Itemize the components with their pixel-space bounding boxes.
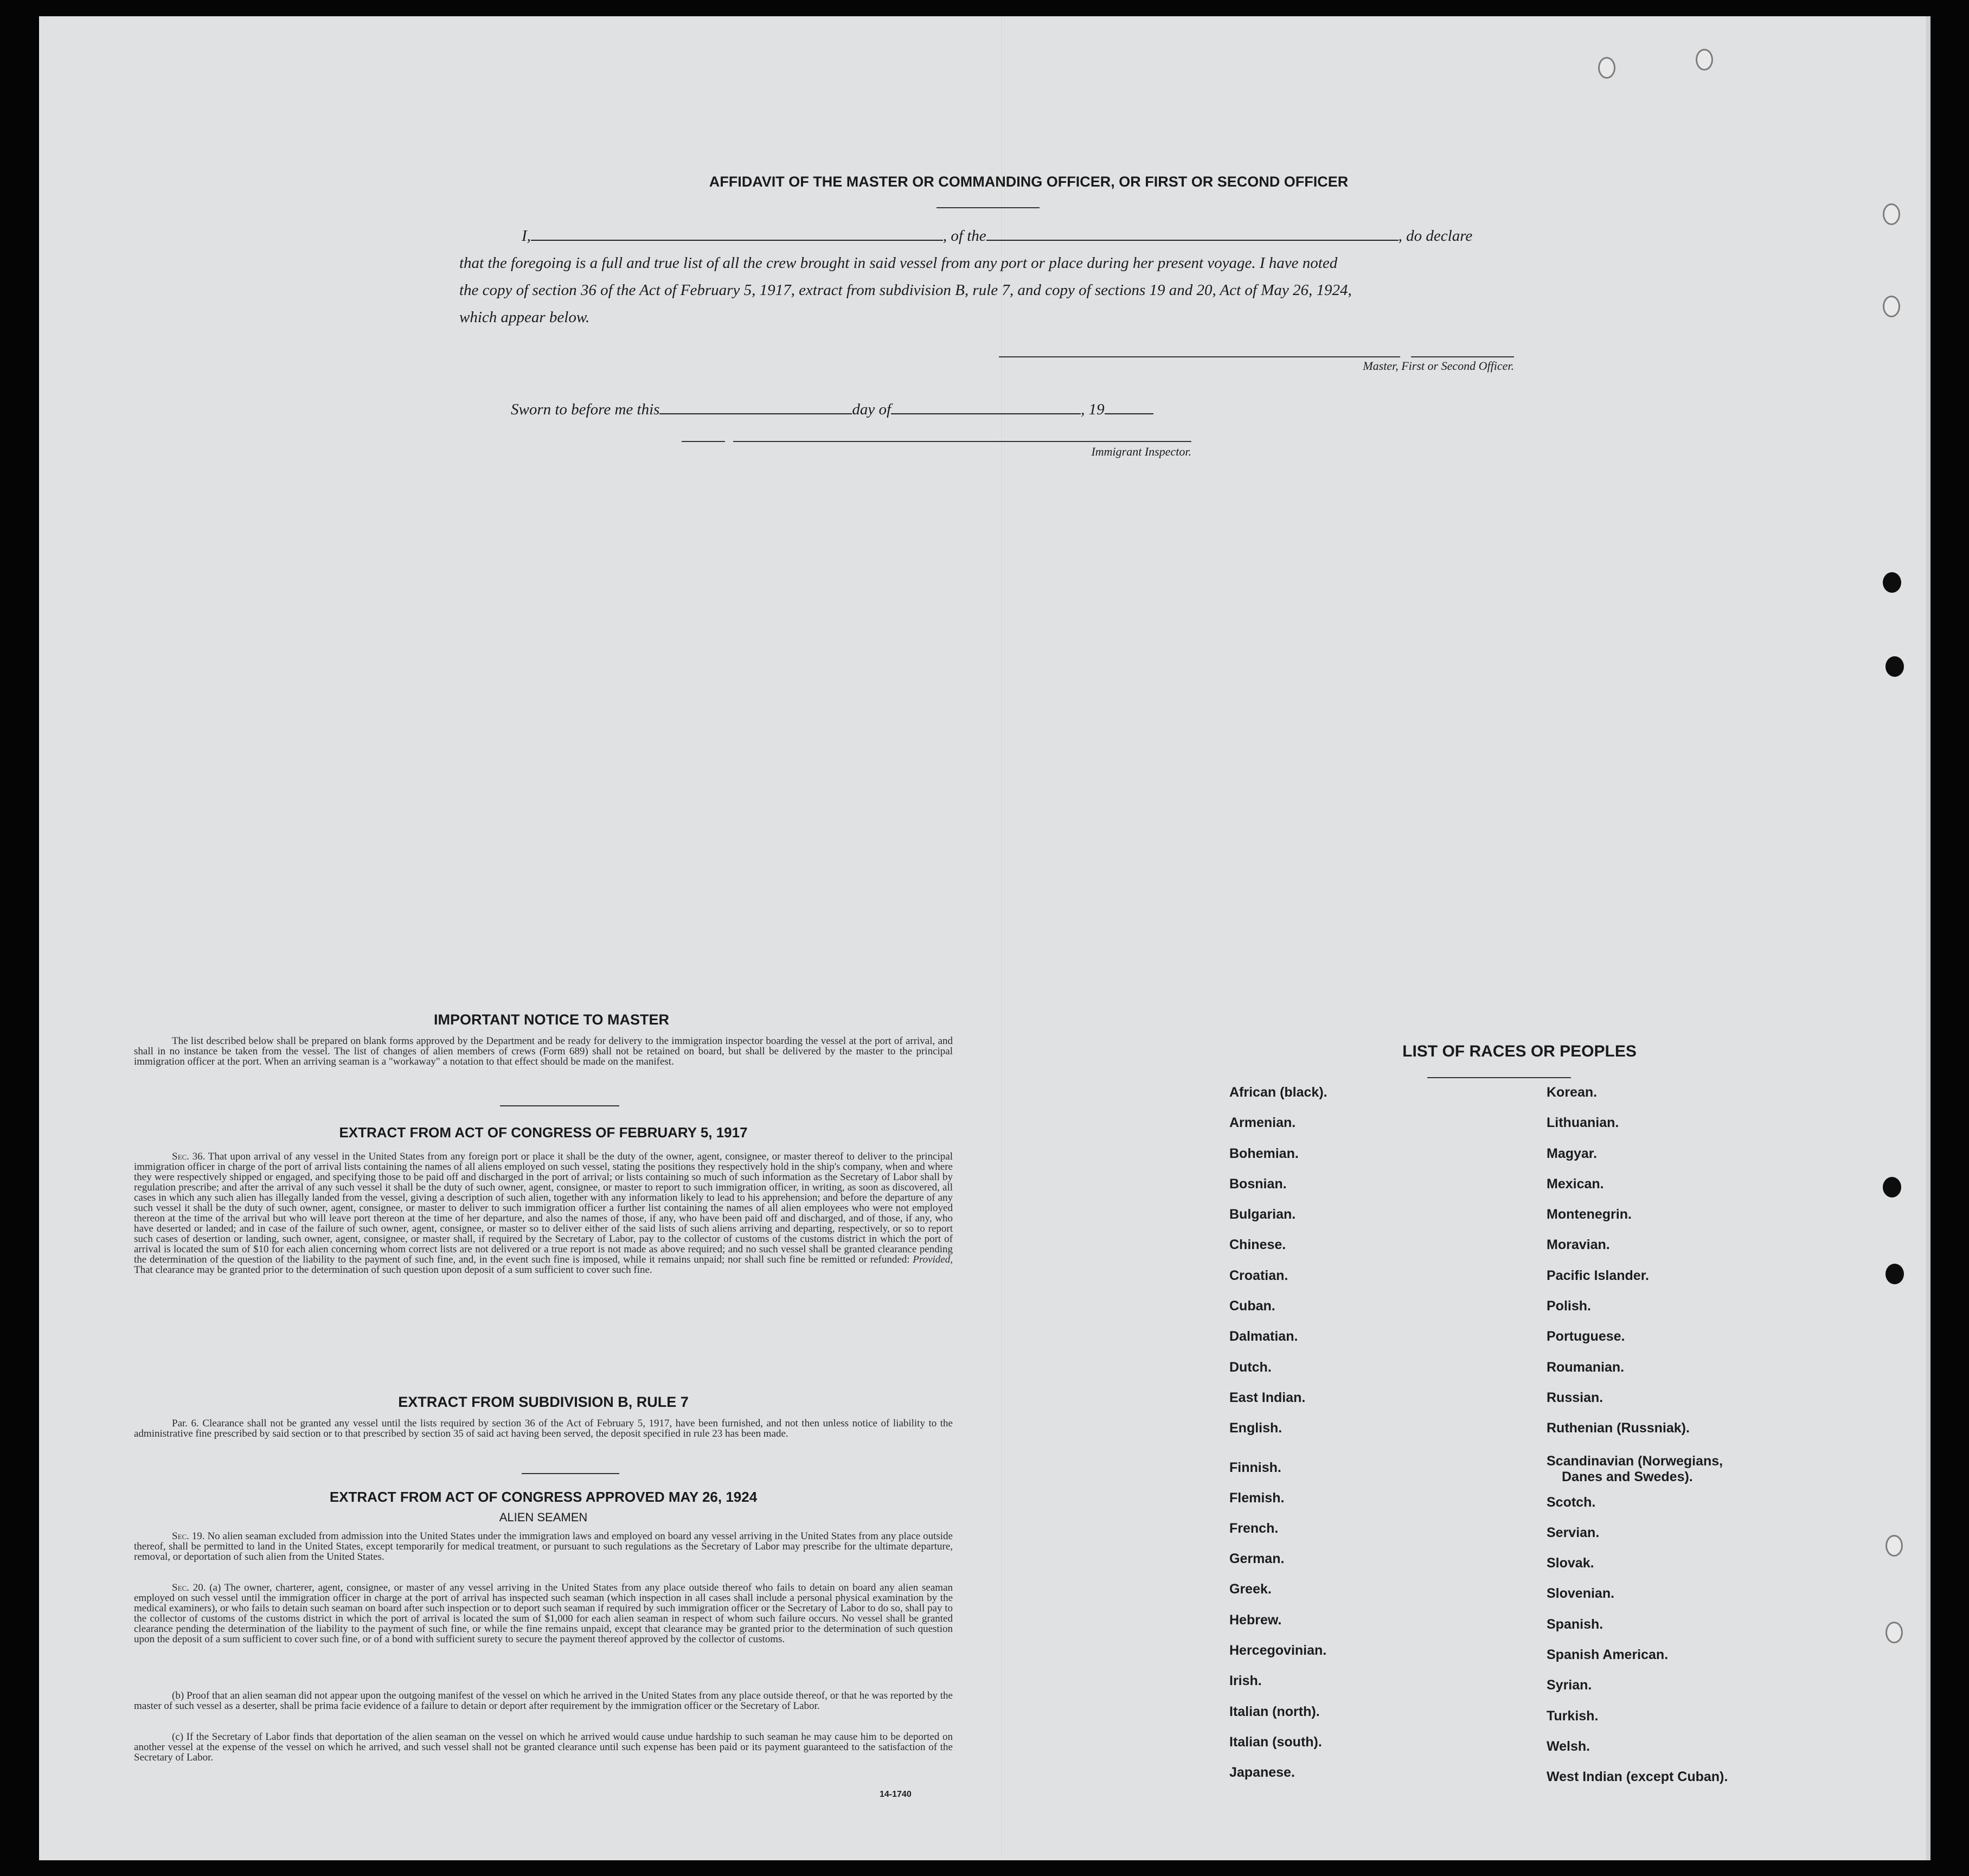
sworn-day-field[interactable] <box>659 400 852 414</box>
rule7-text: Par. 6. Clearance shall not be granted any vessel until the lists required by section 36 of the Act of February 5, 1917, have been furnished, and not then unless notice of liability to the administrative fine prescribed by said section or to that prescribed by section 35 of said act having been served, the deposit specified in rule 23 has been made. <box>134 1418 953 1439</box>
master-signature-line[interactable] <box>999 356 1400 357</box>
races-left-column <box>1229 1085 1327 1796</box>
race-item: English. <box>1229 1420 1282 1436</box>
affidavit-body-line: the copy of section 36 of the Act of February 5, 1917, extract from subdivision B, rule 7, and copy of sections 19 and 20, Act of May 26, 1924, <box>459 281 1352 299</box>
sec20a-body <box>134 1583 953 1644</box>
extract-rule7-body <box>134 1418 953 1439</box>
punch-hole <box>1885 1622 1903 1643</box>
affidavit-body-line: that the foregoing is a full and true list of all the crew brought in said vessel from any port or place during her present voyage. I have noted <box>459 254 1338 272</box>
extract-rule7-title: EXTRACT FROM SUBDIVISION B, RULE 7 <box>398 1394 689 1410</box>
sworn-prefix: Sworn to before me this <box>511 401 660 418</box>
section-rule <box>522 1473 619 1474</box>
sec20a-text: (a) The owner, charterer, agent, consignee, or master of any vessel arriving in the United States from any place outside thereof who fails to detain on board any alien seaman employed on such vessel until the immigration officer in charge at the port of arrival has inspected such seaman (which inspection in all cases shall include a personal physical examination by the medical examiners), or who fails to detain such seaman on board after such inspection or to deport such seaman if required by such immigration officer or the Secretary of Labor to do so, shall pay to the collector of customs of the customs district in which the port of arrival is located the sum of $1,000 for each alien seaman in respect of whom such failure occurs. No vessel shall be granted clearance pending the determination of the liability to the payment of such fine, or while the fine remains unpaid, except that clearance may be granted prior to the determination of such question upon the deposit of a sum sufficient to cover such fine, or of a bond with sufficient surety to secure the payment thereof approved by the collector of customs. <box>134 1582 953 1645</box>
races-title: LIST OF RACES OR PEOPLES <box>1402 1042 1637 1060</box>
race-item: Spanish American. <box>1547 1647 1669 1663</box>
race-item: Slovenian. <box>1547 1586 1615 1602</box>
race-item: Italian (south). <box>1229 1734 1322 1750</box>
races-rule <box>1427 1077 1571 1078</box>
race-item: Dalmatian. <box>1229 1329 1298 1344</box>
document-page <box>39 16 1930 1860</box>
punch-hole <box>1598 57 1615 79</box>
sec19-label: Sec. 19. <box>172 1531 205 1542</box>
provided-label: Provided, <box>913 1254 953 1265</box>
race-item: Hebrew. <box>1229 1612 1282 1628</box>
affidavit-title: AFFIDAVIT OF THE MASTER OR COMMANDING OFFICER, OR FIRST OR SECOND OFFICER <box>709 174 1349 190</box>
sworn-year-label: , 19 <box>1081 401 1105 418</box>
sec20-label: Sec. 20. <box>172 1582 206 1593</box>
race-item: Croatian. <box>1229 1267 1288 1283</box>
title-rule <box>937 207 1040 208</box>
race-item: Servian. <box>1547 1525 1600 1540</box>
punch-hole <box>1883 572 1901 593</box>
race-item: Scandinavian (Norwegians, Danes and Swedes). <box>1547 1453 1723 1484</box>
race-item: Korean. <box>1547 1085 1598 1100</box>
master-signature-line[interactable] <box>1411 356 1514 357</box>
race-item: Syrian. <box>1547 1677 1592 1693</box>
inspector-signature-line[interactable] <box>682 441 725 442</box>
declare-mid: , of the <box>942 227 986 245</box>
inspector-signature-line[interactable] <box>733 441 1191 442</box>
sec20c-body <box>134 1732 953 1763</box>
race-item: Chinese. <box>1229 1237 1286 1253</box>
sworn-year-field[interactable] <box>1105 400 1153 414</box>
race-item: Lithuanian. <box>1547 1115 1619 1131</box>
vessel-field[interactable] <box>986 227 1399 241</box>
race-item: East Indian. <box>1229 1390 1306 1405</box>
declare-prefix: I, <box>522 227 531 245</box>
race-item: Portuguese. <box>1547 1329 1625 1344</box>
race-item: Scotch. <box>1547 1494 1596 1510</box>
race-item: Bulgarian. <box>1229 1207 1296 1222</box>
race-item: Polish. <box>1547 1298 1591 1314</box>
race-item: Turkish. <box>1547 1708 1599 1724</box>
sworn-month-field[interactable] <box>891 400 1081 414</box>
punch-hole <box>1885 1264 1904 1284</box>
race-item: Spanish. <box>1547 1616 1604 1632</box>
inspector-caption: Immigrant Inspector. <box>1091 445 1191 458</box>
race-item: Slovak. <box>1547 1555 1594 1571</box>
race-item: Russian. <box>1547 1390 1604 1405</box>
race-item: Roumanian. <box>1547 1359 1625 1375</box>
race-item: Italian (north). <box>1229 1704 1320 1719</box>
notice-title: IMPORTANT NOTICE TO MASTER <box>434 1011 669 1028</box>
sec20b-text: (b) Proof that an alien seaman did not appear upon the outgoing manifest of the vessel on which he arrived in the United States from any place outside thereof, or that he was reported by the master of such vessel as a deserter, shall be prima facie evidence of a failure to detain or deport after requirement by the immigration officer or the Secretary of Labor. <box>134 1690 953 1712</box>
race-item: African (black). <box>1229 1085 1327 1100</box>
race-item: Hercegovinian. <box>1229 1643 1327 1659</box>
race-item: Mexican. <box>1547 1176 1604 1192</box>
race-item: German. <box>1229 1551 1285 1567</box>
punch-hole <box>1885 656 1904 677</box>
race-item: Irish. <box>1229 1673 1262 1689</box>
form-number: 14-1740 <box>880 1790 912 1799</box>
punch-hole <box>1883 296 1900 317</box>
race-item: Magyar. <box>1547 1145 1598 1161</box>
extract-1924-title: EXTRACT FROM ACT OF CONGRESS APPROVED MAY 26, 1924 <box>329 1489 758 1505</box>
race-item: Moravian. <box>1547 1237 1610 1253</box>
sec20b-body <box>134 1691 953 1711</box>
name-field[interactable] <box>531 227 943 241</box>
race-item: Welsh. <box>1547 1738 1590 1754</box>
race-item: Dutch. <box>1229 1359 1272 1375</box>
race-item: Bohemian. <box>1229 1145 1299 1161</box>
race-item: Greek. <box>1229 1582 1272 1597</box>
punch-hole <box>1696 49 1713 71</box>
race-item: Montenegrin. <box>1547 1207 1632 1222</box>
punch-hole <box>1883 203 1900 225</box>
notice-text: The list described below shall be prepared on blank forms approved by the Department and be ready for delivery to the immigration inspector boarding the vessel at the port of arrival, and shall in no instance be taken from the vessel. The list of changes of alien members of crews (Form 689) shall not be retained on board, but shall be delivered by the master to the principal immigration officer at the port. When an arriving seaman is a "workaway" a notation to that effect should be made on the manifest. <box>134 1035 953 1067</box>
sec19-body <box>134 1531 953 1562</box>
section-rule <box>500 1105 619 1106</box>
race-item: Flemish. <box>1229 1490 1285 1506</box>
punch-hole <box>1883 1177 1901 1198</box>
extract-1917-title: EXTRACT FROM ACT OF CONGRESS OF FEBRUARY 5, 1917 <box>339 1124 748 1141</box>
declaration-line <box>522 222 1472 249</box>
sec19-text: No alien seaman excluded from admission into the United States under the immigration laws and employed on board any vessel arriving in the United States from any place outside thereof, shall be permitted to land in the United States, except temporarily for medical treatment, or pursuant to such regulations as the Secretary of Labor may prescribe for the ultimate departure, removal, or deportation of such alien from the United States. <box>134 1531 953 1563</box>
race-item: Ruthenian (Russniak). <box>1547 1420 1690 1436</box>
race-item: French. <box>1229 1520 1279 1536</box>
race-item: Cuban. <box>1229 1298 1275 1314</box>
races-right-column <box>1547 1085 1728 1800</box>
sec36-text-end: That clearance may be granted prior to the determination of such question upon deposit of a sum sufficient to cover such fine. <box>134 1264 652 1276</box>
declare-suffix: , do declare <box>1398 227 1473 245</box>
master-caption: Master, First or Second Officer. <box>1363 359 1514 373</box>
sec36-label: Sec. 36. <box>172 1151 206 1162</box>
affidavit-body-line: which appear below. <box>459 309 590 326</box>
race-item: Japanese. <box>1229 1765 1295 1781</box>
extract-1924-subtitle: ALIEN SEAMEN <box>499 1510 588 1524</box>
extract-1917-body <box>134 1151 953 1275</box>
notice-body <box>134 1036 953 1067</box>
sec20c-text: (c) If the Secretary of Labor finds that deportation of the alien seaman on the vessel on which he arrived would cause undue hardship to such seaman he may cause him to be deported on another vessel at the expense of the vessel on which he arrived, and such vessel shall not be granted clearance until such expense has been paid or its payment guaranteed to the satisfaction of the Secretary of Labor. <box>134 1731 953 1763</box>
race-item: Finnish. <box>1229 1459 1281 1475</box>
race-item: Bosnian. <box>1229 1176 1287 1192</box>
race-item: Pacific Islander. <box>1547 1267 1649 1283</box>
punch-hole <box>1885 1535 1903 1557</box>
sworn-day-label: day of <box>852 401 891 418</box>
sec36-text: That upon arrival of any vessel in the United States from any foreign port or place it shall be the duty of the owner, agent, consignee, or master thereof to deliver to the principal immigration officer in charge of the port of arrival lists containing the names of all aliens employed on such vessel, stating the positions they respectively hold in the ship's company, when and where they were respectively shipped or engaged, and specifying those to be paid off and discharged in the port of arrival; or lists containing so much of such information as the Secretary of Labor shall by regulation prescribe; and after the arrival of any such vessel it shall be the duty of such owner, agent, consignee, or master to report to such immigration officer, in writing, as soon as discovered, all cases in which any such alien has illegally landed from the vessel, giving a description of such alien, together with any information likely to lead to his apprehension; and before the departure of any such vessel it shall be the duty of such owner, agent, consignee, or master to deliver to such immigration officer a further list containing the names of all alien employees who were not employed thereon at the time of the arrival but who will leave port thereon at the time of her departure, and also the names of those, if any, who have been paid off and discharged, and of those, if any, who have deserted or landed; and in case of the failure of such owner, agent, consignee, or master so to deliver either of the said lists of such aliens arriving and departing, respectively, or so to report such cases of desertion or landing, such owner, agent, consignee, or master shall, if required by the Secretary of Labor, pay to the collector of customs of the customs district in which the port of arrival is located the sum of $10 for each alien concerning whom correct lists are not delivered or a true report is not made as above required; and no such vessel shall be granted clearance pending the determination of the question of the liability to the payment of such fine, and, in the event such fine is imposed, while it remains unpaid; nor shall such fine be remitted or refunded: <box>134 1151 953 1265</box>
race-item: West Indian (except Cuban). <box>1547 1769 1728 1785</box>
sworn-line <box>511 396 1153 423</box>
race-item: Armenian. <box>1229 1115 1296 1131</box>
